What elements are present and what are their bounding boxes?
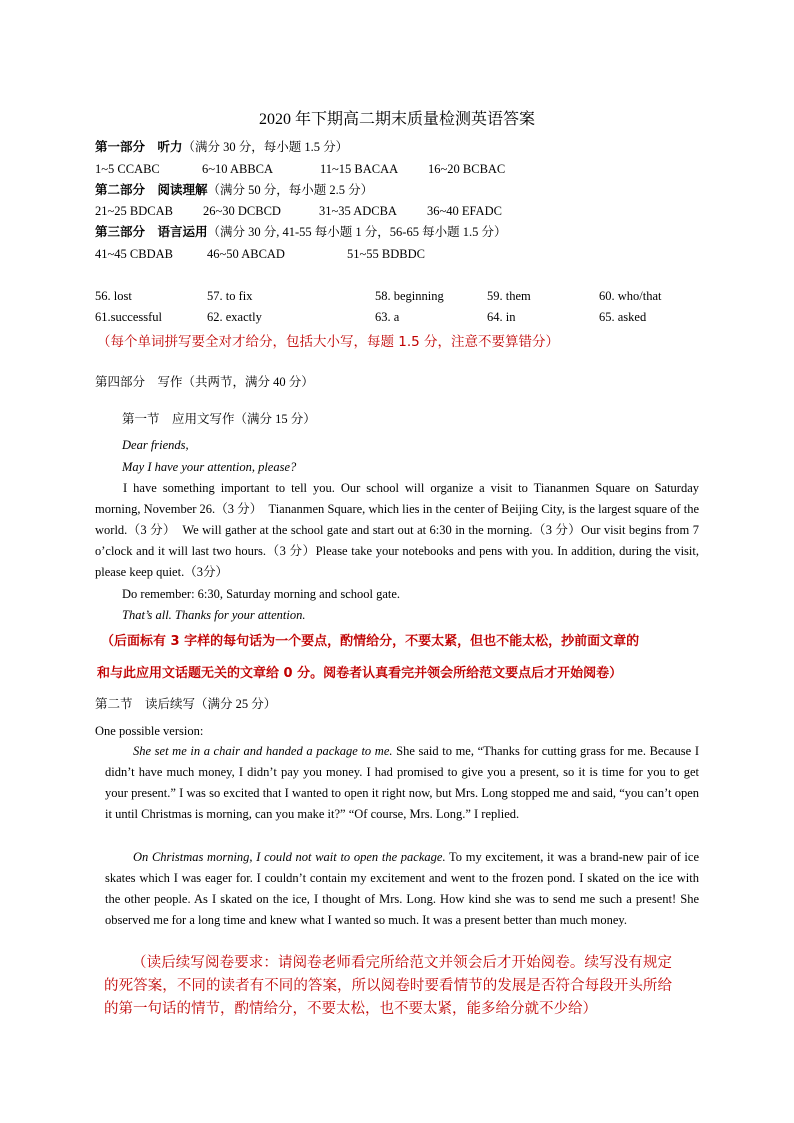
fill-answer: 57. to fix [207, 289, 253, 303]
answer-group: 26~30 DCBCD [203, 204, 281, 218]
answer-group: 51~55 BDBDC [347, 247, 425, 261]
fill-answer: 59. them [487, 289, 531, 303]
letter-sentence: Tiananmen Square, which lies in the center of Beijing City, is the largest square of the world. [95, 502, 699, 537]
score-mark: （3 分） [266, 544, 316, 558]
given-first-sentence: On Christmas morning, I could not wait to open the package. [133, 850, 446, 864]
part3-note: （满分 30 分, 41-55 每小题 1 分，56-65 每小题 1.5 分） [207, 225, 507, 239]
fill-answer: 60. who/that [599, 289, 662, 303]
section1-heading: 第一节 应用文写作（满分 15 分） [122, 412, 316, 426]
continuation-paragraph-2 [105, 847, 699, 931]
letter-opening: May I have your attention, please? [122, 460, 297, 474]
paragraph-text: She said to me, “Thanks for cutting grass for me. Because I didn’t have much money, I didn’t pay you money. I had promised to give you a present, so it is time for you to get your present.” I was so excited that I wanted to open it right now, but Mrs. Long stopped me and said, “you can’t open it until Christmas is morning, can you make it?” “Of course, Mrs. Long.” I replied. [105, 744, 699, 821]
letter-remember: Do remember: 6:30, Saturday morning and school gate. [122, 587, 401, 601]
possible-version-label: One possible version: [95, 724, 204, 738]
part1-header [95, 139, 348, 155]
answer-group: 21~25 BDCAB [95, 204, 173, 218]
part3-header [95, 224, 506, 240]
letter-greeting: Dear friends, [122, 438, 189, 452]
fill-answer: 56. lost [95, 289, 132, 303]
answer-group: 31~35 ADCBA [319, 204, 397, 218]
letter-body [95, 478, 699, 583]
score-mark: （3 分） [532, 523, 582, 537]
letter-closing: That’s all. Thanks for your attention. [122, 608, 306, 622]
letter-sentence: Our visit begins from 7 o’clock and it will last two hours. [95, 523, 699, 558]
page-title: 2020 年下期高二期末质量检测英语答案 [258, 111, 535, 128]
part1-heading: 第一部分 听力 [95, 140, 183, 154]
paragraph-text: To my excitement, it was a brand-new pair of ice skates which I was eager for. I couldn’t contain my excitement and went to the frozen pond. I skated on the ice with the other people. As I skated on the ice, I thought of Mrs. Long. How kind she was to send me such a present! She observed me for a long time and knew what I wanted so much. It was a present better than much money. [105, 850, 699, 927]
score-mark: （3分） [184, 565, 228, 579]
fill-answer: 61.successful [95, 310, 162, 324]
part3-heading: 第三部分 语言运用 [95, 225, 208, 239]
letter-sentence: I have something important to tell you. Our school will organize a visit to Tiananmen Square on Saturday morning, November 26. [95, 481, 699, 516]
answer-group: 46~50 ABCAD [207, 247, 285, 261]
section1-scoring-note-2: 和与此应用文话题无关的文章给 0 分。阅卷者认真看完并领会所给范文要点后才开始阅卷） [97, 666, 623, 681]
answer-group: 41~45 CBDAB [95, 247, 173, 261]
fill-answer: 58. beginning [375, 289, 444, 303]
fill-answer: 64. in [487, 310, 516, 324]
letter-sentence: Please take your notebooks and pens with you. In addition, during the visit, please keep quiet. [95, 544, 699, 579]
part2-heading: 第二部分 阅读理解 [95, 183, 208, 197]
fill-answer: 62. exactly [207, 310, 262, 324]
fill-scoring-note: （每个单词拼写要全对才给分，包括大小写，每题 1.5 分，注意不要算错分） [97, 334, 560, 350]
section2-heading: 第二节 读后续写（满分 25 分） [95, 697, 277, 711]
answer-group: 1~5 CCABC [95, 162, 160, 176]
section2-scoring-note: （读后续写阅卷要求：请阅卷老师看完所给范文并领会后才开始阅卷。续写没有规定的死答案，不同的读者有不同的答案，所以阅卷时要看情节的发展是否符合每段开头所给的第一句话的情节，酌情给分，不要太松，也不要太紧，能多给分就不少给） [104, 955, 672, 1017]
answer-group: 16~20 BCBAC [428, 162, 506, 176]
section1-scoring-note-1: （后面标有 3 字样的每句话为一个要点，酌情给分，不要太紧，但也不能太松，抄前面文章的 [101, 634, 640, 649]
continuation-paragraph-1 [105, 741, 699, 825]
score-mark: （3 分） [215, 502, 256, 516]
fill-answer: 65. asked [599, 310, 647, 324]
given-first-sentence: She set me in a chair and handed a package to me. [133, 744, 393, 758]
fill-answer: 63. a [375, 310, 400, 324]
score-mark: （3 分） [127, 523, 170, 537]
part2-note: （满分 50 分，每小题 2.5 分） [207, 183, 374, 197]
answer-group: 36~40 EFADC [427, 204, 502, 218]
part1-note: （满分 30 分，每小题 1.5 分） [182, 140, 349, 154]
part4-heading: 第四部分 写作（共两节，满分 40 分） [95, 375, 314, 389]
answer-group: 6~10 ABBCA [202, 162, 274, 176]
letter-sentence: We will gather at the school gate and start out at 6:30 in the morning. [169, 523, 533, 537]
answer-group: 11~15 BACAA [320, 162, 399, 176]
part2-header [95, 182, 373, 198]
